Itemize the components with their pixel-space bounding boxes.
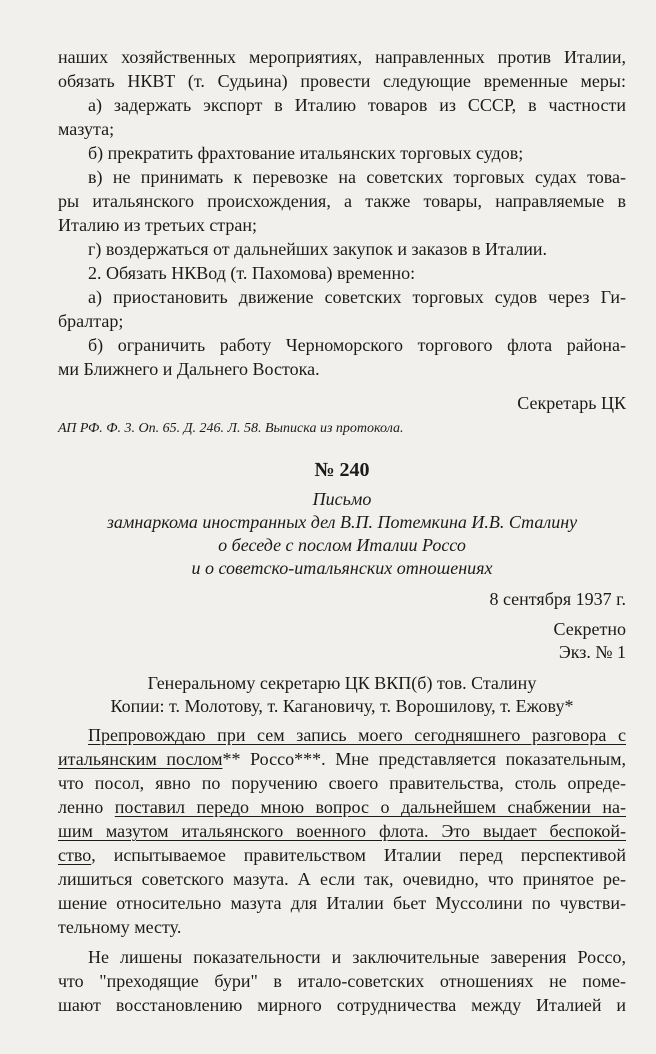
text-line: ленно поставил передо мною вопрос о дальнейшем снабжении на- bbox=[58, 797, 626, 817]
document-number: № 240 bbox=[314, 459, 370, 481]
text-line: ми Ближнего и Дальнего Востока. bbox=[58, 359, 320, 379]
document-title-line: о беседе с послом Италии Россо bbox=[218, 535, 466, 555]
document-date: 8 сентября 1937 г. bbox=[489, 589, 626, 609]
text-line: наших хозяйственных мероприятиях, направленных против Италии, bbox=[58, 47, 626, 67]
document-title-line: Письмо bbox=[312, 489, 372, 509]
text-line: Не лишены показательности и заключительные заверения Россо, bbox=[88, 947, 626, 967]
text-line: б) прекратить фрахтование итальянских торговых судов; bbox=[88, 143, 524, 163]
text-line: обязать НКВТ (т. Судьина) провести следующие временные меры: bbox=[58, 71, 626, 91]
document-title-line: и о советско-итальянских отношениях bbox=[191, 558, 493, 578]
text-line: 2. Обязать НКВод (т. Пахомова) временно: bbox=[88, 263, 416, 283]
copy-number: Экз. № 1 bbox=[558, 642, 626, 662]
copies-list: Копии: т. Молотову, т. Кагановичу, т. Ворошилову, т. Ежову* bbox=[110, 696, 574, 716]
underlined-text: шим мазутом итальянского военного флота. Это выдает беспокой- bbox=[58, 821, 626, 841]
text-line: что "преходящие бури" в итало-советских отношениях не поме- bbox=[58, 971, 626, 991]
signature: Секретарь ЦК bbox=[517, 393, 626, 413]
text-line: б) ограничить работу Черноморского торгового флота района- bbox=[88, 335, 626, 355]
text-line: в) не принимать к перевозке на советских торговых судах това- bbox=[88, 167, 626, 187]
text-line: ры итальянского происхождения, а также товары, направляемые в bbox=[58, 191, 626, 211]
text-line: шают восстановлению мирного сотрудничества между Италией и bbox=[58, 995, 626, 1015]
document-title-line: замнаркома иностранных дел В.П. Потемкина И.В. Сталину bbox=[106, 512, 578, 532]
text-line: лишиться советского мазута. А если так, очевидно, что принятое ре- bbox=[58, 869, 626, 889]
text-line: а) задержать экспорт в Италию товаров из СССР, в частности bbox=[88, 95, 626, 115]
addressee: Генеральному секретарю ЦК ВКП(б) тов. Сталину bbox=[147, 673, 537, 693]
text-line: бралтар; bbox=[58, 311, 124, 331]
text-line: тельному месту. bbox=[58, 917, 182, 937]
underlined-text: поставил передо мною вопрос о дальнейшем снабжении на- bbox=[114, 797, 626, 817]
text-line: что посол, явно по поручению своего правительства, столь опреде- bbox=[58, 773, 626, 793]
text-line: мазута; bbox=[58, 119, 115, 139]
text-line: а) приостановить движение советских торговых судов через Ги- bbox=[88, 287, 626, 307]
text-line bbox=[58, 724, 626, 746]
archive-source: АП РФ. Ф. 3. Оп. 65. Д. 246. Л. 58. Выписка из протокола. bbox=[58, 421, 404, 436]
underlined-text: Препровождаю при сем запись моего сегодняшнего разговора с bbox=[88, 725, 626, 745]
text-line: ство, испытываемое правительством Италии перед перспективой bbox=[58, 845, 626, 865]
underlined-text: ство bbox=[58, 845, 92, 865]
text-line: Италию из третьих стран; bbox=[58, 215, 258, 235]
text-line: шение относительно мазута для Италии бьет Муссолини по чувстви- bbox=[58, 893, 626, 913]
text-line: г) воздержаться от дальнейших закупок и заказов в Италии. bbox=[88, 239, 548, 259]
text-line bbox=[58, 820, 626, 842]
text-line: итальянским послом** Россо***. Мне представляется показательным, bbox=[58, 749, 627, 769]
secrecy-mark: Секретно bbox=[553, 619, 626, 639]
underlined-text: итальянским послом bbox=[58, 749, 223, 769]
